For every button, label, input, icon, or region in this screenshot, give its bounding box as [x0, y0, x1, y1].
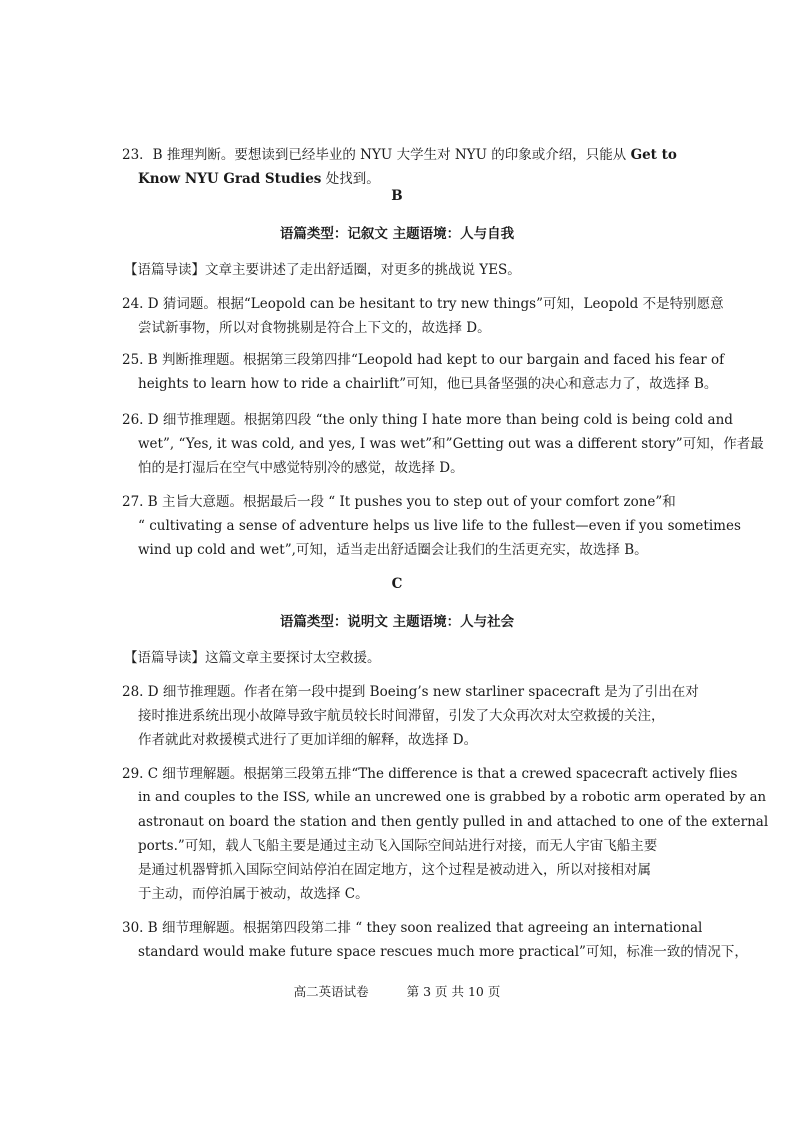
answer-29-line-2: in and couples to the ISS, while an uncrewed one is grabbed by a robotic arm operated by an: [138, 790, 767, 805]
answer-27-line-3: wind up cold and wet”,可知，适当走出舒适圈会让我们的生活更充实，故选择 B。: [138, 542, 648, 558]
answer-30: [122, 916, 748, 964]
answer-27: [122, 490, 741, 562]
section-letter-b: B: [391, 188, 403, 204]
answer-24: [122, 292, 724, 340]
answer-27-line-1: 27. B 主旨大意题。根据最后一段 “ It pushes you to step out of your comfort zone”和: [122, 494, 676, 510]
answer-28-line-2: 接时推进系统出现小故障导致宇航员较长时间滞留，引发了大众再次对太空救援的关注，: [138, 708, 665, 724]
answer-28-line-3: 作者就此对救援模式进行了更加详细的解释，故选择 D。: [138, 732, 478, 748]
section-b-heading: 语篇类型：记叙文 主题语境：人与自我: [279, 226, 515, 242]
answer-29-line-3: astronaut on board the station and then gently pulled in and attached to one of the external: [138, 814, 769, 830]
answer-29-line-5: 是通过机器臂抓入国际空间站停泊在固定地方，这个过程是被动进入，所以对接相对属: [138, 862, 651, 878]
answer-26-line-2: wet”, “Yes, it was cold, and yes, I was wet”和”Getting out was a different story”可知，作者最: [138, 436, 764, 452]
answer-25-line-1: 25. B 判断推理题。根据第三段第四排“Leopold had kept to our bargain and faced his fear of: [122, 352, 725, 368]
answer-26-line-3: 怕的是打湿后在空气中感觉特别冷的感觉，故选择 D。: [138, 460, 464, 476]
answer-29: [122, 762, 769, 906]
answer-29-line-4: ports.”可知，载人飞船主要是通过主动飞入国际空间站进行对接，而无人宇宙飞船主要: [138, 838, 658, 854]
answer-23-line-2: Know NYU Grad Studies 处找到。: [138, 171, 380, 187]
answer-28-line-1: 28. D 细节推理题。作者在第一段中提到 Boeing’s new starliner spacecraft 是为了引出在对: [122, 684, 699, 700]
answer-30-line-1: 30. B 细节理解题。根据第四段第二排 “ they soon realized that agreeing an international: [122, 920, 703, 936]
page-footer: [0, 982, 794, 1000]
section-b-intro: 【语篇导读】文章主要讲述了走出舒适圈，对更多的挑战说 YES。: [124, 262, 521, 278]
answer-29-line-1: 29. C 细节理解题。根据第三段第五排“The difference is that a crewed spacecraft actively flies: [122, 766, 738, 782]
answer-24-line-1: 24. D 猜词题。根据“Leopold can be hesitant to try new things”可知，Leopold 不是特别愿意: [122, 296, 724, 312]
answer-28: [122, 680, 699, 752]
section-c-intro: 【语篇导读】这篇文章主要探讨太空救援。: [124, 650, 381, 666]
answer-30-line-2: standard would make future space rescues much more practical”可知，标准一致的情况下，: [138, 944, 748, 960]
footer-exam-title: 高二英语试卷: [293, 984, 369, 999]
answer-25: [122, 348, 725, 396]
answer-26: [122, 408, 764, 480]
answer-29-line-6: 于主动，而停泊属于被动，故选择 C。: [138, 886, 369, 902]
footer-page-number: 第 3 页 共 10 页: [406, 984, 501, 999]
section-c-heading: 语篇类型：说明文 主题语境：人与社会: [279, 614, 515, 630]
answer-24-line-2: 尝试新事物，所以对食物挑剔是符合上下文的，故选择 D。: [138, 320, 491, 336]
answer-23-line-1: 23．B 推理判断。要想读到已经毕业的 NYU 大学生对 NYU 的印象或介绍，只能从 Get to: [122, 147, 677, 163]
answer-23: [122, 143, 677, 191]
section-letter-c: C: [391, 576, 403, 592]
answer-26-line-1: 26. D 细节推理题。根据第四段 “the only thing I hate more than being cold is being cold and: [122, 412, 733, 428]
answer-25-line-2: heights to learn how to ride a chairlift”可知，他已具备坚强的决心和意志力了，故选择 B。: [138, 376, 718, 392]
answer-27-line-2: “ cultivating a sense of adventure helps us live life to the fullest—even if you sometimes: [138, 518, 741, 534]
